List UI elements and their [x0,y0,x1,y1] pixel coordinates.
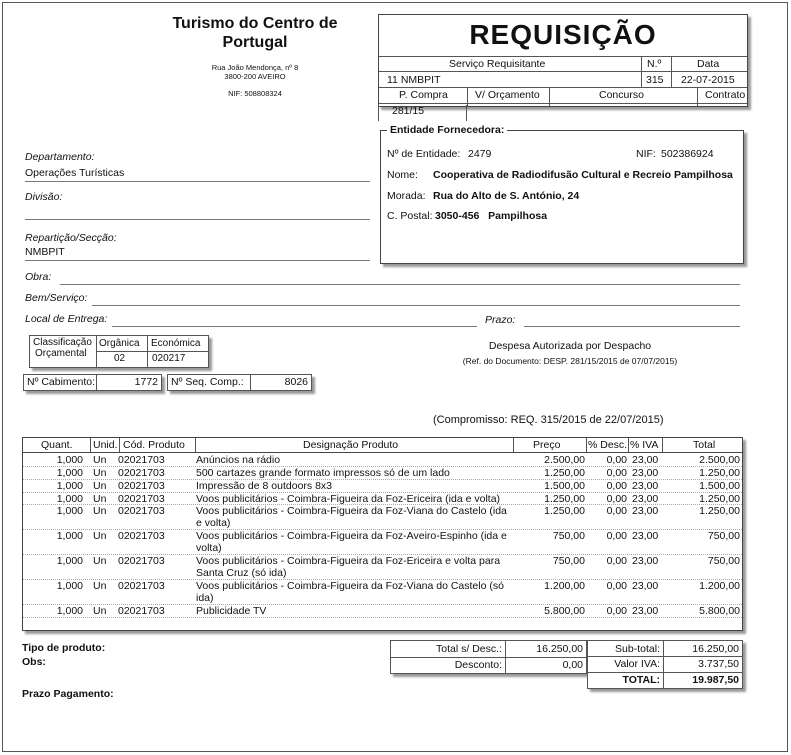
cell-quant: 1,000 [56,605,83,617]
company-address-line1: Rua João Mendonça, nº 8 [211,63,299,72]
bem-servico-label: Bem/Serviço: [25,292,88,304]
prazo-pagamento-label: Prazo Pagamento: [22,688,114,700]
cell-iva: 23,00 [632,530,659,542]
classificacao-label-2: Orçamental [35,348,87,359]
cell-cod: 02021703 [118,480,165,492]
cell-desig: 500 cartazes grande formato impressos só de um lado [196,467,450,479]
cell-quant: 1,000 [56,580,83,592]
cell-quant: 1,000 [56,530,83,542]
economica-label: Económica [151,338,201,349]
row-separator [23,617,742,618]
cell-iva: 23,00 [632,454,659,466]
cell-unid: Un [93,493,107,505]
concurso-label: Concurso [599,89,644,101]
cell-desig: Voos publicitários - Coimbra-Figueira da Foz-Aveiro-Espinho (ida e volta) [196,530,507,554]
prazo-label: Prazo: [485,314,516,326]
seq-comp-box [167,374,312,391]
entidade-nif-label: NIF: [636,148,656,160]
cell-preco: 1.200,00 [544,580,585,592]
cell-quant: 1,000 [56,555,83,567]
entidade-nome-value: Cooperativa de Radiodifusão Cultural e Recreio Pampilhosa [433,169,733,181]
entidade-morada-label: Morada: [387,190,426,202]
cell-preco: 1.500,00 [544,480,585,492]
header-total: Total [693,439,716,451]
cell-desig: Impressão de 8 outdoors 8x3 [196,480,332,492]
cell-desc: 0,00 [606,555,627,567]
cell-total: 1.200,00 [699,580,740,592]
total-sdesc-label: Total s/ Desc.: [436,643,502,655]
desconto-value: 0,00 [562,659,583,671]
cell-desig: Voos publicitários - Coimbra-Figueira da Foz-Ericeira (ida e volta) [196,493,501,505]
cell-desig: Anúncios na rádio [196,454,281,466]
header-iva: % IVA [630,439,659,451]
cell-iva: 23,00 [632,493,659,505]
despesa-line1: Despesa Autorizada por Despacho [488,340,652,352]
cell-iva: 23,00 [632,555,659,567]
classificacao-box [29,335,209,368]
desconto-label: Desconto: [454,659,502,671]
entidade-box [380,124,744,264]
entidade-header: Entidade Fornecedora: [387,124,507,136]
cell-cod: 02021703 [118,493,165,505]
subtotal-label: Sub-total: [615,643,660,655]
tipo-produto-label: Tipo de produto: [22,642,106,654]
obs-label: Obs: [22,656,46,668]
cell-unid: Un [93,530,107,542]
cell-desig: Voos publicitários - Coimbra-Figueira da Foz-Viana do Castelo (ida e volta) [196,505,507,529]
cabimento-value: 1772 [134,376,158,388]
cell-unid: Un [93,505,107,517]
cell-unid: Un [93,580,107,592]
cell-total: 2.500,00 [699,454,740,466]
cell-iva: 23,00 [632,580,659,592]
reparticao-value: NMBPIT [25,246,65,258]
cell-quant: 1,000 [56,480,83,492]
pcompra-value: 281/15 [392,105,425,117]
cell-total: 1.250,00 [699,493,740,505]
cell-cod: 02021703 [118,530,165,542]
cell-cod: 02021703 [118,605,165,617]
seq-comp-label: Nº Seq. Comp.: [171,376,244,388]
cell-preco: 5.800,00 [544,605,585,617]
company-name-line2: Portugal [222,34,288,51]
entidade-cpostal-value: 3050-456 Pampilhosa [435,210,548,222]
cell-desc: 0,00 [606,480,627,492]
reparticao-label: Repartição/Secção: [25,232,117,244]
despesa-line2: (Ref. do Documento: DESP. 281/15/2015 de 07/07/2015) [462,356,678,366]
cell-total: 5.800,00 [699,605,740,617]
cell-desc: 0,00 [606,605,627,617]
cabimento-label: Nº Cabimento: [27,376,96,388]
cell-iva: 23,00 [632,505,659,517]
cell-unid: Un [93,555,107,567]
cell-unid: Un [93,480,107,492]
cell-desc: 0,00 [606,530,627,542]
company-nif: NIF: 508808324 [228,89,282,98]
cell-unid: Un [93,454,107,466]
cell-cod: 02021703 [118,580,165,592]
organica-label: Orgânica [99,338,140,349]
company-address [170,63,340,81]
cell-desc: 0,00 [606,580,627,592]
cell-cod: 02021703 [118,454,165,466]
orcamento-label: V/ Orçamento [475,89,540,101]
header-desig: Designação Produto [303,439,399,451]
total-sdesc-value: 16.250,00 [536,643,583,655]
servico-value: 11 NMBPIT [387,74,441,86]
cell-preco: 750,00 [552,530,585,542]
cell-desc: 0,00 [606,467,627,479]
cell-quant: 1,000 [56,454,83,466]
valor-iva-value: 3.737,50 [698,658,739,670]
subtotal-value: 16.250,00 [692,643,739,655]
cell-desig: Voos publicitários - Coimbra-Figueira da Foz-Ericeira e volta para Santa Cruz (só ida) [196,555,501,579]
entidade-morada-value: Rua do Alto de S. António, 24 [433,190,580,202]
numero-label: N.º [647,58,662,70]
cell-total: 750,00 [707,555,740,567]
cell-cod: 02021703 [118,505,165,517]
entidade-cpostal-label: C. Postal: [387,210,433,222]
totals-right-box [587,640,743,689]
compromisso: (Compromisso: REQ. 315/2015 de 22/07/2015) [433,414,664,426]
pcompra-label: P. Compra [399,89,448,101]
cell-unid: Un [93,467,107,479]
requisicao-box [378,14,748,107]
obra-label: Obra: [25,271,52,283]
cell-total: 1.250,00 [699,467,740,479]
cell-iva: 23,00 [632,467,659,479]
valor-iva-label: Valor IVA: [614,658,660,670]
departamento-value: Operações Turísticas [25,167,125,179]
cell-total: 1.250,00 [699,505,740,517]
organica-value: 02 [114,353,126,364]
entidade-num-value: 2479 [468,148,492,160]
entidade-nome-label: Nome: [387,169,418,181]
cell-quant: 1,000 [56,493,83,505]
cell-unid: Un [93,605,107,617]
cell-cod: 02021703 [118,555,165,567]
cell-total: 750,00 [707,530,740,542]
divisao-label: Divisão: [25,191,63,203]
servico-label: Serviço Requisitante [449,58,546,70]
header-quant: Quant. [41,439,73,451]
cell-desc: 0,00 [606,505,627,517]
cell-preco: 750,00 [552,555,585,567]
total-value: 19.987,50 [692,674,739,686]
cell-cod: 02021703 [118,467,165,479]
cell-desig: Publicidade TV [196,605,267,617]
departamento-label: Departamento: [25,151,95,163]
entidade-nif-value: 502386924 [661,148,714,160]
requisicao-title: REQUISIÇÃO [469,19,657,50]
cell-preco: 1.250,00 [544,493,585,505]
cell-desig: Voos publicitários - Coimbra-Figueira da Foz-Viana do Castelo (só ida) [196,580,504,604]
cell-preco: 1.250,00 [544,505,585,517]
cell-preco: 1.250,00 [544,467,585,479]
cell-quant: 1,000 [56,505,83,517]
products-table [22,437,743,631]
data-value: 22-07-2015 [681,74,735,86]
classificacao-label-1: Classificação [33,337,92,348]
cell-total: 1.500,00 [699,480,740,492]
totals-left-box [390,640,587,674]
cell-quant: 1,000 [56,467,83,479]
header-desc: % Desc. [588,439,628,451]
total-label: TOTAL: [622,674,660,686]
local-entrega-label: Local de Entrega: [25,313,108,325]
numero-value: 315 [646,74,664,86]
contrato-label: Contrato [705,89,746,101]
cabimento-box [23,374,162,391]
cell-iva: 23,00 [632,480,659,492]
header-preco: Preço [533,439,561,451]
company-name-line1: Turismo do Centro de [172,15,338,32]
cell-desc: 0,00 [606,454,627,466]
header-cod: Cód. Produto [123,439,185,451]
cell-iva: 23,00 [632,605,659,617]
entidade-num-label: Nº de Entidade: [387,148,461,160]
data-label: Data [697,58,720,70]
cell-desc: 0,00 [606,493,627,505]
economica-value: 020217 [152,353,186,364]
seq-comp-value: 8026 [284,376,308,388]
company-address-line2: 3800-200 AVEIRO [224,72,286,81]
company-name [150,14,360,52]
cell-preco: 2.500,00 [544,454,585,466]
header-unid: Unid. [93,439,118,451]
